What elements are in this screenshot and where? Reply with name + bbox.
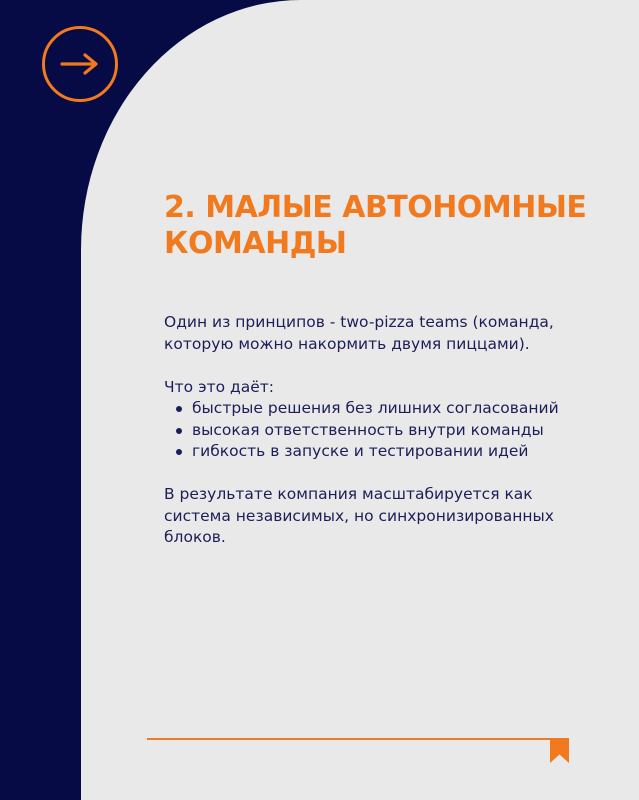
benefit-item: высокая ответственность внутри команды [164, 420, 604, 442]
conclusion-line-2: система независимых, но синхронизированных [164, 506, 554, 525]
benefit-item: гибкость в запуске и тестировании идей [164, 441, 604, 463]
footer-divider [147, 738, 552, 740]
intro-line-2: которую можно накормить двумя пиццами). [164, 334, 530, 353]
benefit-item: быстрые решения без лишних согласований [164, 398, 604, 420]
arrow-right-icon [59, 52, 101, 76]
slide-body [164, 312, 604, 549]
slide-title [164, 190, 586, 262]
next-slide-button[interactable] [42, 26, 118, 102]
conclusion-line-1: В результате компания масштабируется как [164, 485, 533, 503]
intro-paragraph [164, 312, 604, 355]
benefits-label: Что это даёт: [164, 377, 275, 396]
conclusion-paragraph [164, 484, 604, 549]
benefits-list [164, 398, 604, 463]
slide-title-line-2: КОМАНДЫ [164, 226, 347, 261]
intro-line-1: Один из принципов - two-pizza teams (команда, [164, 313, 554, 331]
conclusion-line-3: блоков. [164, 528, 226, 546]
bookmark-icon[interactable] [550, 738, 569, 763]
slide-title-line-1: 2. МАЛЫЕ АВТОНОМНЫЕ [164, 190, 587, 225]
